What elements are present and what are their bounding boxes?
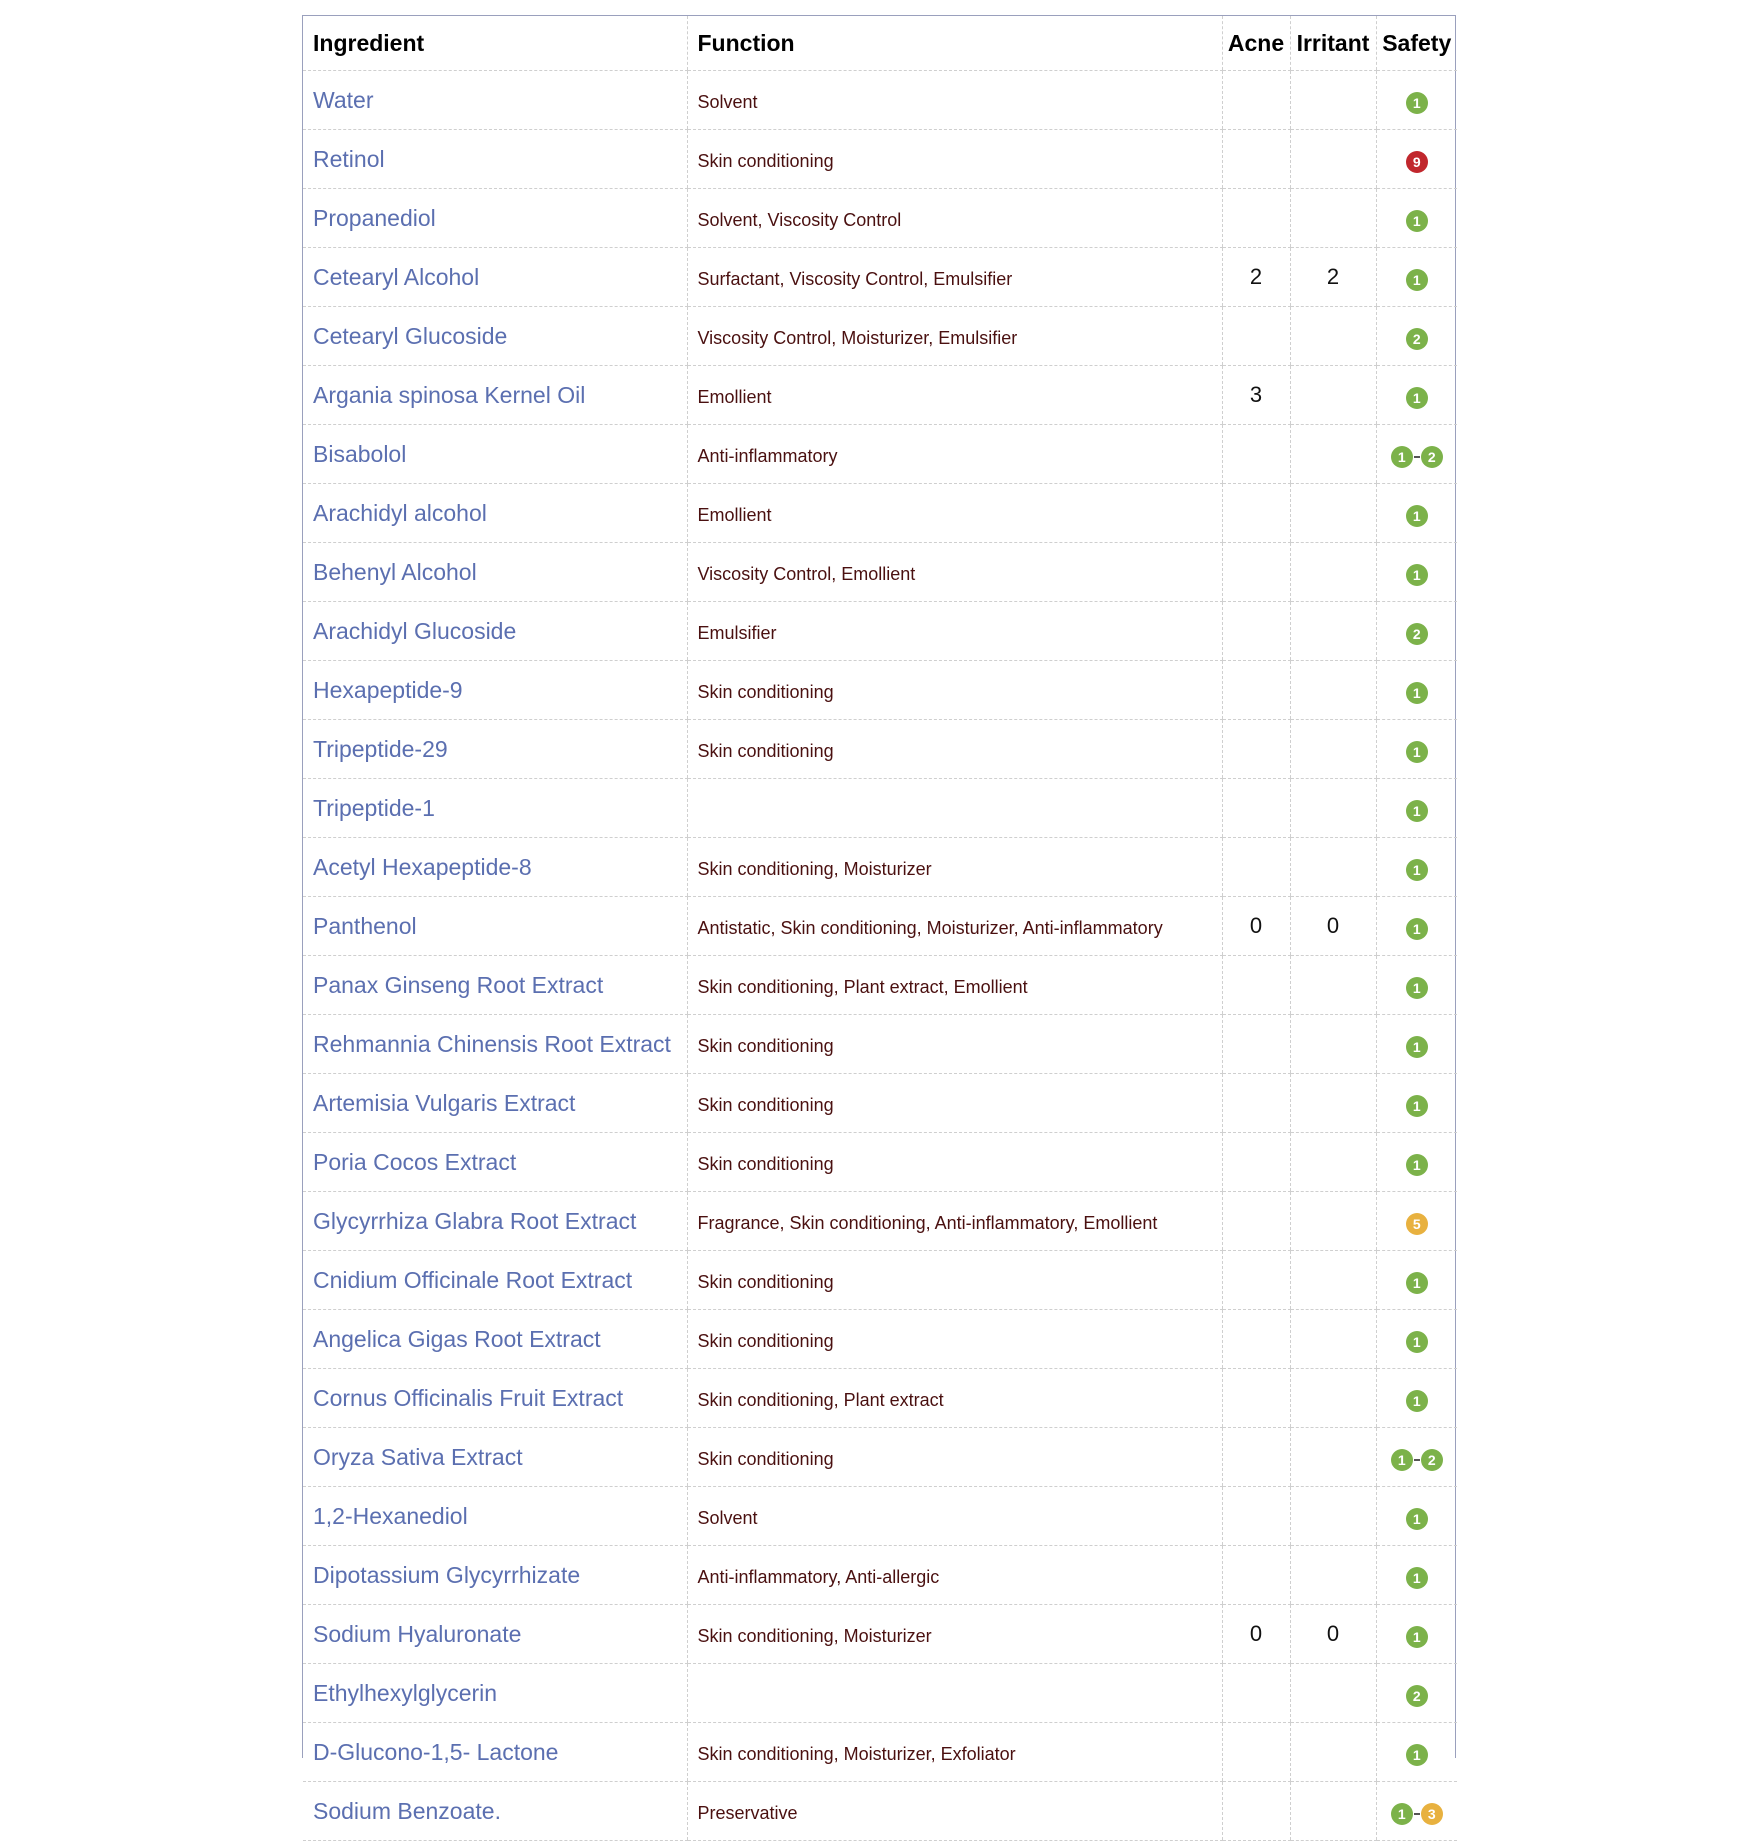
safety-cell — [1376, 71, 1457, 130]
acne-rating — [1222, 720, 1290, 779]
safety-score[interactable] — [1406, 676, 1428, 704]
ingredient-cell — [303, 484, 687, 543]
safety-score[interactable] — [1406, 1620, 1428, 1648]
ingredient-link[interactable]: Artemisia Vulgaris Extract — [313, 1089, 576, 1116]
header-acne[interactable]: Acne — [1222, 16, 1290, 71]
safety-score[interactable] — [1391, 1797, 1443, 1825]
safety-badge: 1 — [1406, 1095, 1428, 1117]
safety-cell — [1376, 366, 1457, 425]
ingredient-link[interactable]: Rehmannia Chinensis Root Extract — [313, 1030, 671, 1057]
table-body — [303, 71, 1457, 1841]
ingredient-link[interactable]: Angelica Gigas Root Extract — [313, 1325, 601, 1352]
table-row — [303, 1310, 1457, 1369]
safety-cell — [1376, 602, 1457, 661]
safety-badge: 1 — [1406, 1626, 1428, 1648]
safety-cell — [1376, 189, 1457, 248]
safety-badge: 1 — [1406, 682, 1428, 704]
table-row — [303, 484, 1457, 543]
ingredient-link[interactable]: Oryza Sativa Extract — [313, 1443, 523, 1470]
ingredient-link[interactable]: Cetearyl Alcohol — [313, 263, 480, 290]
ingredient-link[interactable]: Tripeptide-1 — [313, 794, 435, 821]
acne-rating — [1222, 189, 1290, 248]
irritant-rating — [1290, 130, 1376, 189]
function-cell: Viscosity Control, Moisturizer, Emulsifier — [687, 307, 1222, 366]
irritant-rating — [1290, 425, 1376, 484]
safety-score[interactable] — [1406, 1030, 1428, 1058]
ingredient-link[interactable]: Sodium Benzoate. — [313, 1797, 501, 1824]
function-cell: Skin conditioning, Moisturizer — [687, 838, 1222, 897]
acne-rating — [1222, 1723, 1290, 1782]
acne-rating — [1222, 1133, 1290, 1192]
ingredient-cell — [303, 71, 687, 130]
ingredient-cell — [303, 1723, 687, 1782]
irritant-rating — [1290, 779, 1376, 838]
acne-rating: 3 — [1222, 366, 1290, 425]
safety-score[interactable] — [1406, 794, 1428, 822]
safety-badge: 1 — [1406, 1744, 1428, 1766]
table-row — [303, 71, 1457, 130]
function-cell: Skin conditioning — [687, 130, 1222, 189]
ingredient-cell — [303, 1133, 687, 1192]
ingredient-cell — [303, 1310, 687, 1369]
ingredient-cell — [303, 1192, 687, 1251]
ingredient-link[interactable]: Panax Ginseng Root Extract — [313, 971, 604, 998]
function-cell: Emulsifier — [687, 602, 1222, 661]
safety-score[interactable] — [1406, 853, 1428, 881]
table-row — [303, 248, 1457, 307]
function-cell: Solvent — [687, 1487, 1222, 1546]
safety-score[interactable] — [1406, 381, 1428, 409]
irritant-rating — [1290, 543, 1376, 602]
safety-cell — [1376, 838, 1457, 897]
safety-score[interactable] — [1406, 1148, 1428, 1176]
safety-score[interactable] — [1406, 1679, 1428, 1707]
table-row — [303, 956, 1457, 1015]
acne-rating — [1222, 1074, 1290, 1133]
function-cell: Antistatic, Skin conditioning, Moisturizer, Anti-inflammatory — [687, 897, 1222, 956]
safety-cell — [1376, 1487, 1457, 1546]
ingredient-link[interactable]: Ethylhexylglycerin — [313, 1679, 498, 1706]
function-cell: Solvent — [687, 71, 1222, 130]
function-cell: Skin conditioning, Moisturizer — [687, 1605, 1222, 1664]
safety-badge: 1 — [1406, 800, 1428, 822]
ingredient-cell — [303, 602, 687, 661]
ingredient-cell — [303, 720, 687, 779]
irritant-rating — [1290, 1428, 1376, 1487]
table-row — [303, 1133, 1457, 1192]
safety-cell — [1376, 956, 1457, 1015]
safety-score[interactable] — [1391, 440, 1443, 468]
irritant-rating — [1290, 1310, 1376, 1369]
function-cell: Skin conditioning, Moisturizer, Exfoliator — [687, 1723, 1222, 1782]
acne-rating — [1222, 1546, 1290, 1605]
ingredient-cell — [303, 1605, 687, 1664]
safety-score[interactable] — [1406, 971, 1428, 999]
table-row — [303, 779, 1457, 838]
ingredient-link[interactable]: Acetyl Hexapeptide-8 — [313, 853, 532, 880]
safety-cell — [1376, 1074, 1457, 1133]
ingredient-link[interactable]: Dipotassium Glycyrrhizate — [313, 1561, 581, 1588]
table-row — [303, 602, 1457, 661]
range-dash — [1414, 1813, 1420, 1815]
header-irritant[interactable]: Irritant — [1290, 16, 1376, 71]
safety-badge: 2 — [1421, 446, 1443, 468]
irritant-rating — [1290, 366, 1376, 425]
ingredient-cell — [303, 1487, 687, 1546]
function-cell — [687, 1664, 1222, 1723]
irritant-rating — [1290, 838, 1376, 897]
safety-badge: 2 — [1421, 1449, 1443, 1471]
safety-cell — [1376, 484, 1457, 543]
safety-score[interactable] — [1406, 322, 1428, 350]
table-row — [303, 307, 1457, 366]
ingredient-cell — [303, 425, 687, 484]
ingredient-link[interactable]: Hexapeptide-9 — [313, 676, 463, 703]
table-row — [303, 1251, 1457, 1310]
safety-badge: 1 — [1406, 269, 1428, 291]
ingredient-link[interactable]: Arachidyl Glucoside — [313, 617, 517, 644]
safety-cell — [1376, 425, 1457, 484]
ingredient-link[interactable]: 1,2-Hexanediol — [313, 1502, 468, 1529]
ingredient-link[interactable]: Bisabolol — [313, 440, 407, 467]
function-cell: Skin conditioning — [687, 1133, 1222, 1192]
function-cell: Anti-inflammatory, Anti-allergic — [687, 1546, 1222, 1605]
acne-rating — [1222, 130, 1290, 189]
ingredient-cell — [303, 1428, 687, 1487]
acne-rating — [1222, 1192, 1290, 1251]
function-cell: Fragrance, Skin conditioning, Anti-inflammatory, Emollient — [687, 1192, 1222, 1251]
ingredient-cell — [303, 661, 687, 720]
safety-badge: 1 — [1406, 859, 1428, 881]
safety-badge: 1 — [1406, 741, 1428, 763]
safety-badge: 9 — [1406, 151, 1428, 173]
safety-cell — [1376, 779, 1457, 838]
safety-score[interactable] — [1406, 1325, 1428, 1353]
safety-cell — [1376, 1664, 1457, 1723]
table-row — [303, 1192, 1457, 1251]
ingredient-link[interactable]: Sodium Hyaluronate — [313, 1620, 522, 1647]
table-row — [303, 661, 1457, 720]
ingredient-cell — [303, 543, 687, 602]
safety-badge: 1 — [1406, 92, 1428, 114]
ingredient-cell — [303, 1015, 687, 1074]
safety-badge: 1 — [1406, 1331, 1428, 1353]
safety-score[interactable] — [1406, 263, 1428, 291]
ingredient-link[interactable]: Poria Cocos Extract — [313, 1148, 517, 1175]
irritant-rating — [1290, 1192, 1376, 1251]
safety-score[interactable] — [1406, 1207, 1428, 1235]
acne-rating — [1222, 1487, 1290, 1546]
safety-score[interactable] — [1406, 617, 1428, 645]
acne-rating — [1222, 425, 1290, 484]
irritant-rating — [1290, 1546, 1376, 1605]
ingredient-link[interactable]: Glycyrrhiza Glabra Root Extract — [313, 1207, 637, 1234]
table-row — [303, 1487, 1457, 1546]
safety-score[interactable] — [1406, 1502, 1428, 1530]
function-cell: Skin conditioning — [687, 1015, 1222, 1074]
safety-score[interactable] — [1406, 86, 1428, 114]
irritant-rating — [1290, 956, 1376, 1015]
function-cell: Preservative — [687, 1782, 1222, 1841]
acne-rating: 0 — [1222, 1605, 1290, 1664]
function-cell: Emollient — [687, 484, 1222, 543]
function-cell: Skin conditioning — [687, 1310, 1222, 1369]
table-row — [303, 838, 1457, 897]
table-row — [303, 1428, 1457, 1487]
safety-cell — [1376, 1428, 1457, 1487]
ingredient-link[interactable]: Water — [313, 86, 374, 113]
table-header-row — [303, 16, 1457, 71]
function-cell — [687, 779, 1222, 838]
irritant-rating — [1290, 1487, 1376, 1546]
table-row — [303, 1782, 1457, 1841]
acne-rating — [1222, 1782, 1290, 1841]
safety-score[interactable] — [1406, 912, 1428, 940]
irritant-rating — [1290, 1664, 1376, 1723]
acne-rating — [1222, 602, 1290, 661]
function-cell: Solvent, Viscosity Control — [687, 189, 1222, 248]
safety-cell — [1376, 1546, 1457, 1605]
safety-cell — [1376, 543, 1457, 602]
safety-badge: 1 — [1406, 918, 1428, 940]
acne-rating — [1222, 838, 1290, 897]
table-row — [303, 1015, 1457, 1074]
safety-cell — [1376, 1133, 1457, 1192]
ingredient-cell — [303, 1251, 687, 1310]
safety-cell — [1376, 897, 1457, 956]
safety-score[interactable] — [1406, 1266, 1428, 1294]
safety-score[interactable] — [1406, 204, 1428, 232]
ingredient-cell — [303, 1664, 687, 1723]
function-cell: Skin conditioning — [687, 1428, 1222, 1487]
irritant-rating — [1290, 661, 1376, 720]
irritant-rating — [1290, 1015, 1376, 1074]
acne-rating — [1222, 1664, 1290, 1723]
header-function[interactable]: Function — [687, 16, 1222, 71]
table-row — [303, 366, 1457, 425]
acne-rating — [1222, 1251, 1290, 1310]
safety-badge: 1 — [1406, 1154, 1428, 1176]
acne-rating — [1222, 1428, 1290, 1487]
acne-rating: 0 — [1222, 897, 1290, 956]
irritant-rating — [1290, 1133, 1376, 1192]
function-cell: Skin conditioning — [687, 720, 1222, 779]
irritant-rating — [1290, 720, 1376, 779]
safety-cell — [1376, 1015, 1457, 1074]
ingredient-link[interactable]: Arachidyl alcohol — [313, 499, 487, 526]
irritant-rating: 2 — [1290, 248, 1376, 307]
irritant-rating: 0 — [1290, 1605, 1376, 1664]
table-row — [303, 1605, 1457, 1664]
safety-score[interactable] — [1406, 1089, 1428, 1117]
safety-cell — [1376, 1192, 1457, 1251]
safety-score[interactable] — [1406, 499, 1428, 527]
ingredient-link[interactable]: Cetearyl Glucoside — [313, 322, 508, 349]
safety-score[interactable] — [1406, 1561, 1428, 1589]
acne-rating — [1222, 543, 1290, 602]
irritant-rating: 0 — [1290, 897, 1376, 956]
safety-cell — [1376, 1605, 1457, 1664]
acne-rating — [1222, 779, 1290, 838]
safety-badge: 1 — [1406, 1390, 1428, 1412]
acne-rating — [1222, 1015, 1290, 1074]
irritant-rating — [1290, 1369, 1376, 1428]
safety-badge: 1 — [1406, 1272, 1428, 1294]
safety-score[interactable] — [1406, 558, 1428, 586]
ingredient-link[interactable]: Propanediol — [313, 204, 436, 231]
function-cell: Skin conditioning, Plant extract, Emollient — [687, 956, 1222, 1015]
safety-cell — [1376, 248, 1457, 307]
irritant-rating — [1290, 307, 1376, 366]
function-cell: Anti-inflammatory — [687, 425, 1222, 484]
ingredients-table — [303, 16, 1457, 1841]
safety-cell — [1376, 1369, 1457, 1428]
irritant-rating — [1290, 602, 1376, 661]
acne-rating — [1222, 71, 1290, 130]
safety-badge: 1 — [1406, 1036, 1428, 1058]
safety-badge: 1 — [1406, 977, 1428, 999]
safety-badge: 1 — [1406, 1567, 1428, 1589]
table-row — [303, 189, 1457, 248]
table-row — [303, 543, 1457, 602]
header-safety[interactable]: Safety — [1376, 16, 1457, 71]
range-dash — [1414, 1459, 1420, 1461]
safety-badge: 1 — [1406, 1508, 1428, 1530]
safety-badge: 1 — [1406, 505, 1428, 527]
range-dash — [1414, 456, 1420, 458]
ingredient-cell — [303, 1074, 687, 1133]
safety-badge: 2 — [1406, 328, 1428, 350]
safety-badge: 2 — [1406, 1685, 1428, 1707]
table-row — [303, 897, 1457, 956]
acne-rating — [1222, 661, 1290, 720]
header-ingredient[interactable]: Ingredient — [303, 16, 687, 71]
irritant-rating — [1290, 1251, 1376, 1310]
ingredient-cell — [303, 956, 687, 1015]
safety-score[interactable] — [1406, 145, 1428, 173]
safety-badge: 1 — [1406, 564, 1428, 586]
safety-badge: 1 — [1391, 1449, 1413, 1471]
ingredient-cell — [303, 248, 687, 307]
table-row — [303, 1074, 1457, 1133]
safety-score[interactable] — [1391, 1443, 1443, 1471]
safety-score[interactable] — [1406, 735, 1428, 763]
acne-rating — [1222, 1369, 1290, 1428]
table-row — [303, 1664, 1457, 1723]
function-cell: Emollient — [687, 366, 1222, 425]
safety-badge: 1 — [1391, 446, 1413, 468]
safety-badge: 3 — [1421, 1803, 1443, 1825]
acne-rating — [1222, 307, 1290, 366]
ingredient-link[interactable]: Argania spinosa Kernel Oil — [313, 381, 586, 408]
irritant-rating — [1290, 1074, 1376, 1133]
acne-rating — [1222, 1310, 1290, 1369]
function-cell: Skin conditioning, Plant extract — [687, 1369, 1222, 1428]
safety-badge: 1 — [1391, 1803, 1413, 1825]
acne-rating — [1222, 956, 1290, 1015]
ingredient-link[interactable]: Retinol — [313, 145, 385, 172]
ingredient-link[interactable]: Cnidium Officinale Root Extract — [313, 1266, 633, 1293]
acne-rating — [1222, 484, 1290, 543]
safety-cell — [1376, 1723, 1457, 1782]
ingredient-link[interactable]: Behenyl Alcohol — [313, 558, 477, 585]
safety-badge: 5 — [1406, 1213, 1428, 1235]
table-row — [303, 425, 1457, 484]
irritant-rating — [1290, 189, 1376, 248]
ingredient-link[interactable]: Panthenol — [313, 912, 417, 939]
irritant-rating — [1290, 71, 1376, 130]
ingredient-cell — [303, 130, 687, 189]
table-row — [303, 1723, 1457, 1782]
ingredient-link[interactable]: Cornus Officinalis Fruit Extract — [313, 1384, 624, 1411]
safety-cell — [1376, 720, 1457, 779]
safety-cell — [1376, 307, 1457, 366]
safety-badge: 1 — [1406, 210, 1428, 232]
safety-cell — [1376, 1310, 1457, 1369]
safety-score[interactable] — [1406, 1384, 1428, 1412]
ingredient-cell — [303, 779, 687, 838]
ingredient-cell — [303, 1782, 687, 1841]
irritant-rating — [1290, 1723, 1376, 1782]
function-cell: Skin conditioning — [687, 1251, 1222, 1310]
ingredient-link[interactable]: Tripeptide-29 — [313, 735, 448, 762]
ingredients-panel — [302, 15, 1456, 1824]
ingredient-cell — [303, 838, 687, 897]
ingredient-cell — [303, 1369, 687, 1428]
function-cell: Skin conditioning — [687, 661, 1222, 720]
safety-score[interactable] — [1406, 1738, 1428, 1766]
safety-cell — [1376, 130, 1457, 189]
ingredient-cell — [303, 897, 687, 956]
table-row — [303, 1546, 1457, 1605]
ingredient-cell — [303, 307, 687, 366]
ingredient-link[interactable]: D-Glucono-1,5- Lactone — [313, 1738, 559, 1765]
ingredient-cell — [303, 1546, 687, 1605]
safety-badge: 2 — [1406, 623, 1428, 645]
safety-badge: 1 — [1406, 387, 1428, 409]
acne-rating: 2 — [1222, 248, 1290, 307]
safety-cell — [1376, 1782, 1457, 1841]
table-row — [303, 720, 1457, 779]
irritant-rating — [1290, 484, 1376, 543]
ingredient-cell — [303, 189, 687, 248]
table-row — [303, 1369, 1457, 1428]
table-row — [303, 130, 1457, 189]
function-cell: Viscosity Control, Emollient — [687, 543, 1222, 602]
irritant-rating — [1290, 1782, 1376, 1841]
function-cell: Surfactant, Viscosity Control, Emulsifier — [687, 248, 1222, 307]
function-cell: Skin conditioning — [687, 1074, 1222, 1133]
safety-cell — [1376, 1251, 1457, 1310]
ingredient-cell — [303, 366, 687, 425]
safety-cell — [1376, 661, 1457, 720]
